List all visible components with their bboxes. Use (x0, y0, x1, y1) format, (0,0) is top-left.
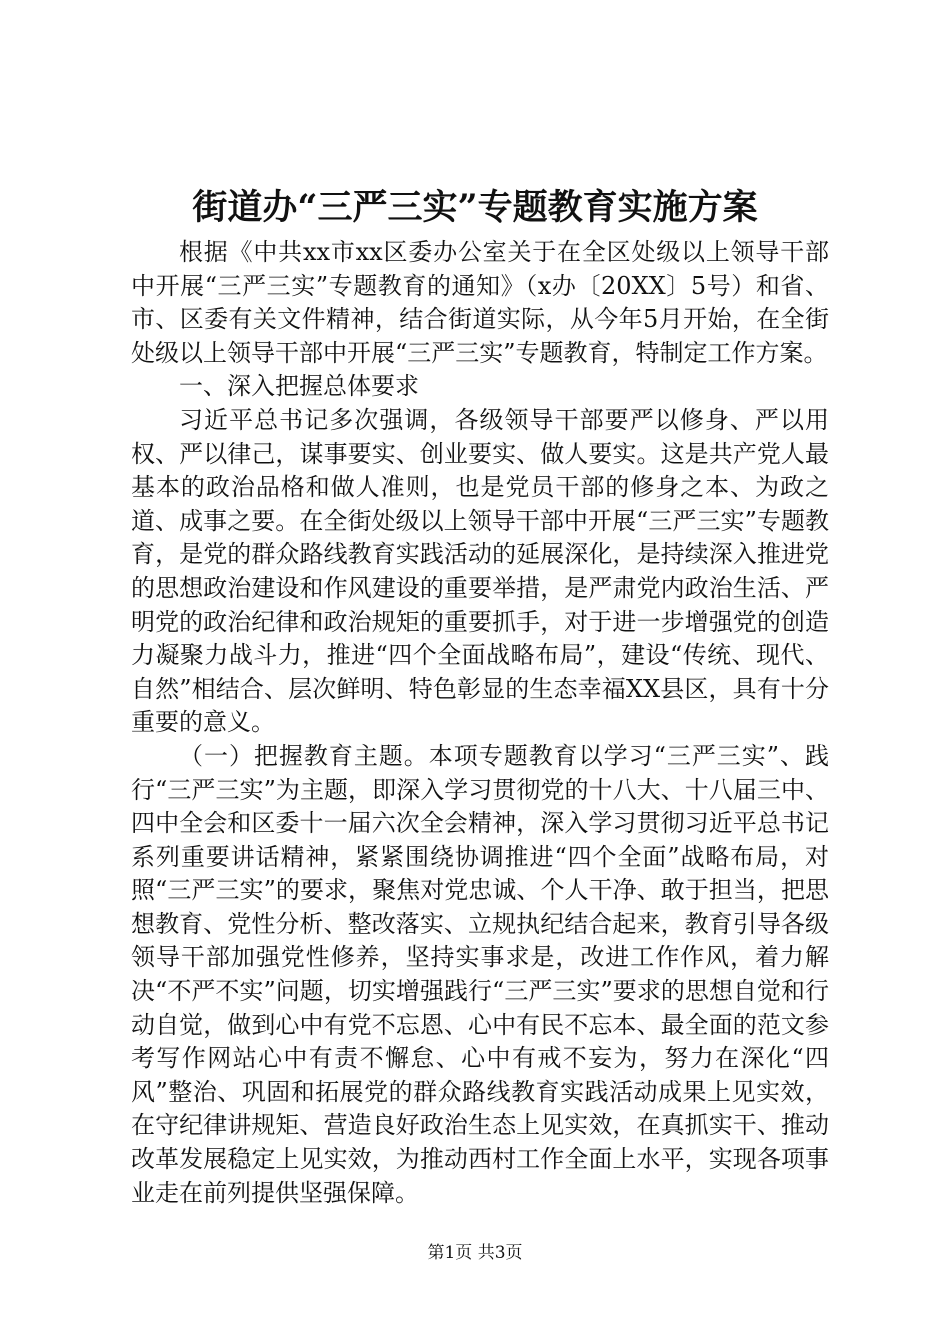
document-body (131, 236, 829, 1210)
theme-paragraph: （一）把握教育主题。本项专题教育以学习“三严三实”、践行“三严三实”为主题，即深入学习贯彻党的十八大、十八届三中、四中全会和区委十一届六次全会精神，深入学习贯彻习近平总书记系列重要讲话精神，紧紧围绕协调推进“四个全面”战略布局，对照“三严三实”的要求，聚焦对党忠诚、个人干净、敢于担当，把思想教育、党性分析、整改落实、立规执纪结合起来，教育引导各级领导干部加强党性修养，坚持实事求是，改进工作作风，着力解决“不严不实”问题，切实增强践行“三严三实”要求的思想自觉和行动自觉，做到心中有党不忘恩、心中有民不忘本、最全面的范文参考写作网站心中有责不懈怠、心中有戒不妄为，努力在深化“四风”整治、巩固和拓展党的群众路线教育实践活动成果上见实效，在守纪律讲规矩、营造良好政治生态上见实效，在真抓实干、推动改革发展稳定上见实效，为推动西村工作全面上水平，实现各项事业走在前列提供坚强保障。 (131, 741, 829, 1207)
document-title: 街道办“三严三实”专题教育实施方案 (192, 187, 758, 228)
requirements-paragraph: 习近平总书记多次强调，各级领导干部要严以修身、严以用权、严以律己，谋事要实、创业要实、做人要实。这是共产党人最基本的政治品格和做人准则，也是党员干部的修身之本、为政之道、成事之要。在全街处级以上领导干部中开展“三严三实”专题教育，是党的群众路线教育实践活动的延展深化，是持续深入推进党的思想政治建设和作风建设的重要举措，是严肃党内政治生活、严明党的政治纪律和政治规矩的重要抓手，对于进一步增强党的创造力凝聚力战斗力，推进“四个全面战略布局”，建设“传统、现代、自然”相结合、层次鲜明、特色彰显的生态幸福XX县区，具有十分重要的意义。 (131, 405, 829, 737)
section-heading: 一、深入把握总体要求 (179, 372, 419, 401)
page-number: 第1页 共3页 (427, 1243, 523, 1263)
intro-paragraph: 根据《中共xx市xx区委办公室关于在全区处级以上领导干部中开展“三严三实”专题教育的通知》（x办〔20XX〕5号）和省、市、区委有关文件精神，结合街道实际，从今年5月开始，在全街处级以上领导干部中开展“三严三实”专题教育，特制定工作方案。 (131, 238, 829, 367)
